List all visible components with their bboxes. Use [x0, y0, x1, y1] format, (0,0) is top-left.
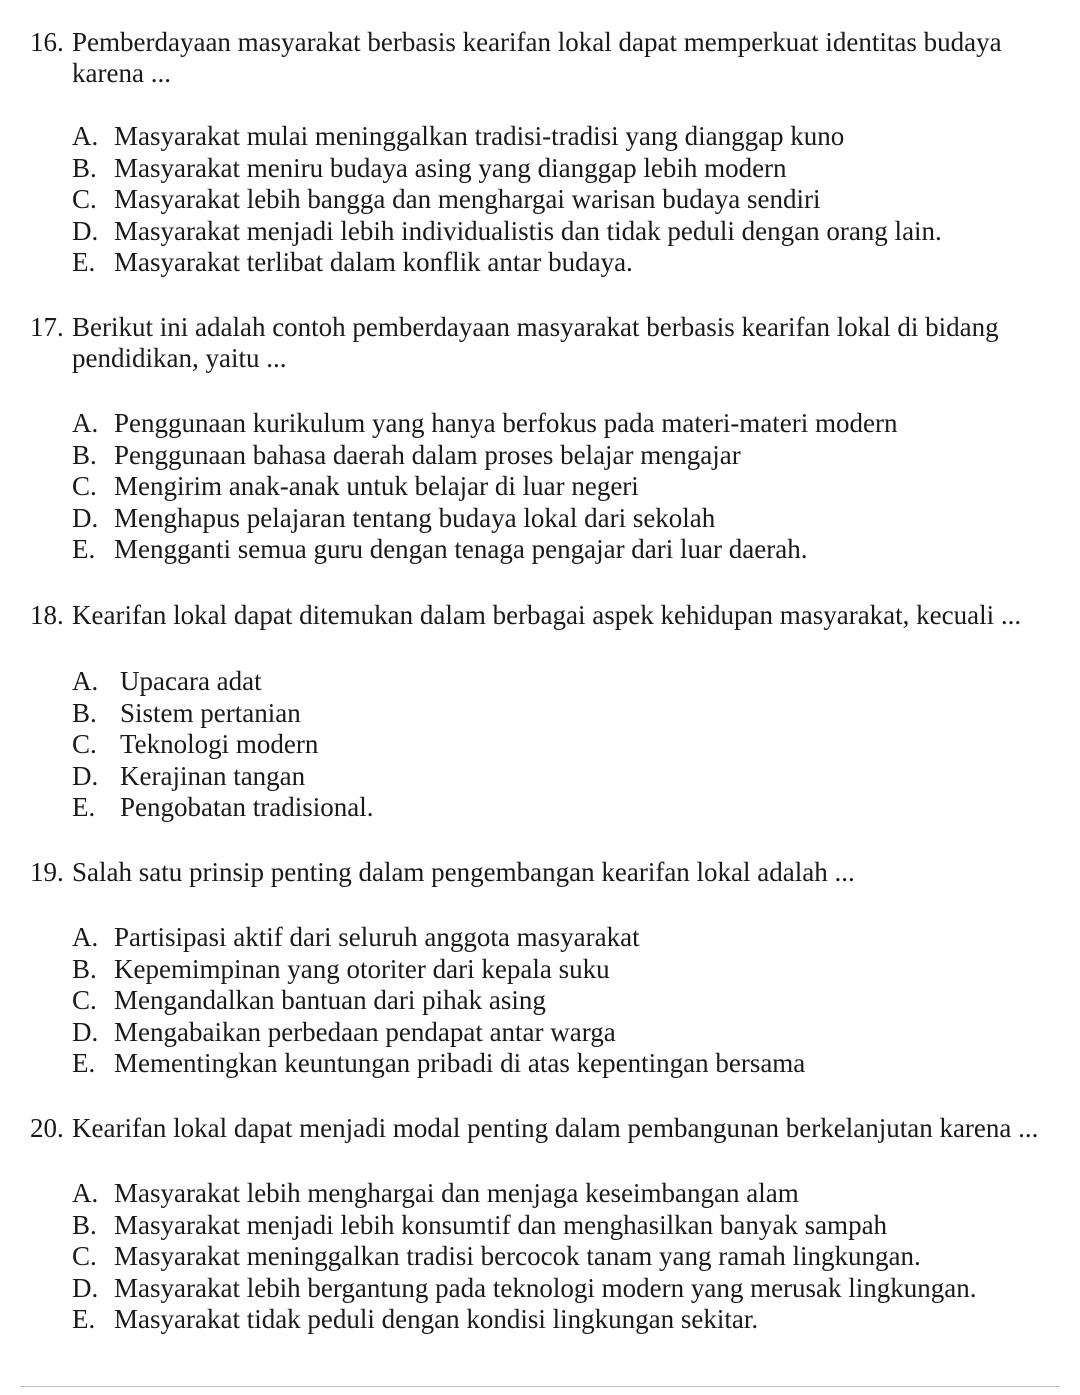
option-c[interactable] — [72, 471, 1080, 503]
option-letter: A. — [72, 408, 99, 438]
option-b[interactable] — [72, 954, 1080, 986]
question-stem — [30, 600, 1070, 631]
option-b[interactable] — [72, 698, 1080, 730]
question-number: 19. — [30, 857, 64, 887]
option-letter: B. — [72, 697, 97, 728]
option-a[interactable] — [72, 408, 1080, 440]
question-number: 20. — [30, 1113, 64, 1143]
option-letter: C. — [72, 471, 97, 501]
option-a[interactable] — [72, 121, 1080, 153]
options-list — [72, 1178, 1080, 1336]
option-text: Menghapus pelajaran tentang budaya lokal dari sekolah — [114, 502, 716, 533]
option-letter: E. — [72, 792, 96, 822]
option-text: Masyarakat menjadi lebih individualistis dan tidak peduli dengan orang lain. — [114, 215, 942, 246]
option-letter: D. — [72, 1016, 99, 1047]
option-letter: E. — [72, 1304, 96, 1334]
option-text: Mengabaikan perbedaan pendapat antar warga — [114, 1016, 616, 1047]
question-number: 16. — [30, 27, 64, 57]
option-text: Kepemimpinan yang otoriter dari kepala suku — [114, 953, 610, 984]
option-text: Sistem pertanian — [120, 697, 301, 728]
option-d[interactable] — [72, 1273, 1080, 1305]
option-letter: A. — [72, 121, 99, 151]
option-text: Masyarakat lebih menghargai dan menjaga keseimbangan alam — [114, 1178, 799, 1208]
option-text: Penggunaan kurikulum yang hanya berfokus pada materi-materi modern — [114, 408, 898, 438]
question-stem — [30, 27, 1070, 89]
option-text: Masyarakat terlibat dalam konflik antar budaya. — [114, 247, 633, 277]
option-letter: D. — [72, 215, 99, 246]
question-20 — [30, 1113, 1070, 1336]
option-d[interactable] — [72, 503, 1080, 535]
question-stem — [30, 857, 1070, 888]
option-c[interactable] — [72, 729, 1080, 761]
option-letter: A. — [72, 922, 99, 952]
question-18 — [30, 600, 1070, 824]
option-text: Pengobatan tradisional. — [120, 792, 374, 822]
question-text: Kearifan lokal dapat menjadi modal penting dalam pembangunan berkelanjutan karena ... — [72, 1113, 1039, 1143]
question-text: Kearifan lokal dapat ditemukan dalam berbagai aspek kehidupan masyarakat, kecuali ... — [72, 600, 1022, 630]
question-text: Salah satu prinsip penting dalam pengembangan kearifan lokal adalah ... — [72, 857, 855, 887]
options-list — [72, 408, 1080, 566]
option-c[interactable] — [72, 184, 1080, 216]
option-text: Masyarakat tidak peduli dengan kondisi lingkungan sekitar. — [114, 1304, 759, 1334]
option-text: Masyarakat lebih bangga dan menghargai warisan budaya sendiri — [114, 184, 821, 214]
option-letter: E. — [72, 534, 96, 564]
options-list — [72, 922, 1080, 1080]
option-letter: E. — [72, 1048, 96, 1078]
option-a[interactable] — [72, 922, 1080, 954]
option-e[interactable] — [72, 534, 1080, 566]
option-letter: A. — [72, 666, 99, 696]
option-d[interactable] — [72, 1017, 1080, 1049]
option-c[interactable] — [72, 985, 1080, 1017]
option-letter: A. — [72, 1178, 99, 1208]
option-b[interactable] — [72, 1210, 1080, 1242]
option-text: Penggunaan bahasa daerah dalam proses belajar mengajar — [114, 439, 741, 470]
question-17 — [30, 312, 1070, 566]
question-number: 18. — [30, 600, 64, 630]
question-number: 17. — [30, 312, 64, 342]
option-a[interactable] — [72, 1178, 1080, 1210]
option-text: Masyarakat meninggalkan tradisi bercocok tanam yang ramah lingkungan. — [114, 1241, 921, 1271]
option-text: Masyarakat menjadi lebih konsumtif dan menghasilkan banyak sampah — [114, 1209, 888, 1240]
option-text: Upacara adat — [120, 666, 262, 696]
option-letter: B. — [72, 1209, 97, 1240]
option-e[interactable] — [72, 247, 1080, 279]
option-text: Masyarakat lebih bergantung pada teknologi modern yang merusak lingkungan. — [114, 1272, 977, 1303]
option-d[interactable] — [72, 761, 1080, 793]
question-19 — [30, 857, 1070, 1080]
option-text: Masyarakat meniru budaya asing yang dianggap lebih modern — [114, 152, 787, 183]
option-letter: B. — [72, 439, 97, 470]
option-letter: C. — [72, 184, 97, 214]
option-letter: E. — [72, 247, 96, 277]
option-text: Mengandalkan bantuan dari pihak asing — [114, 985, 546, 1015]
option-letter: C. — [72, 729, 97, 759]
option-text: Kerajinan tangan — [120, 760, 306, 791]
bottom-divider — [20, 1386, 1060, 1387]
option-letter: D. — [72, 1272, 99, 1303]
option-e[interactable] — [72, 1048, 1080, 1080]
question-stem — [30, 312, 1070, 374]
option-letter: B. — [72, 152, 97, 183]
option-text: Mengganti semua guru dengan tenaga pengajar dari luar daerah. — [114, 534, 808, 564]
question-16 — [30, 27, 1070, 279]
option-text: Mementingkan keuntungan pribadi di atas kepentingan bersama — [114, 1048, 806, 1078]
options-list — [72, 666, 1080, 824]
question-text: Berikut ini adalah contoh pemberdayaan masyarakat berbasis kearifan lokal di bidang pendidikan, yaitu ... — [72, 312, 999, 373]
option-letter: D. — [72, 760, 99, 791]
options-list — [72, 121, 1080, 279]
option-c[interactable] — [72, 1241, 1080, 1273]
option-letter: C. — [72, 985, 97, 1015]
option-a[interactable] — [72, 666, 1080, 698]
option-d[interactable] — [72, 216, 1080, 248]
option-text: Masyarakat mulai meninggalkan tradisi-tradisi yang dianggap kuno — [114, 121, 845, 151]
option-letter: B. — [72, 953, 97, 984]
option-letter: D. — [72, 502, 99, 533]
option-text: Partisipasi aktif dari seluruh anggota masyarakat — [114, 922, 640, 952]
option-letter: C. — [72, 1241, 97, 1271]
option-text: Mengirim anak-anak untuk belajar di luar negeri — [114, 471, 639, 501]
option-b[interactable] — [72, 440, 1080, 472]
option-e[interactable] — [72, 792, 1080, 824]
option-e[interactable] — [72, 1304, 1080, 1336]
option-b[interactable] — [72, 153, 1080, 185]
question-text: Pemberdayaan masyarakat berbasis kearifan lokal dapat memperkuat identitas budaya karena ... — [72, 27, 1002, 88]
option-text: Teknologi modern — [120, 729, 319, 759]
question-stem — [30, 1113, 1070, 1144]
